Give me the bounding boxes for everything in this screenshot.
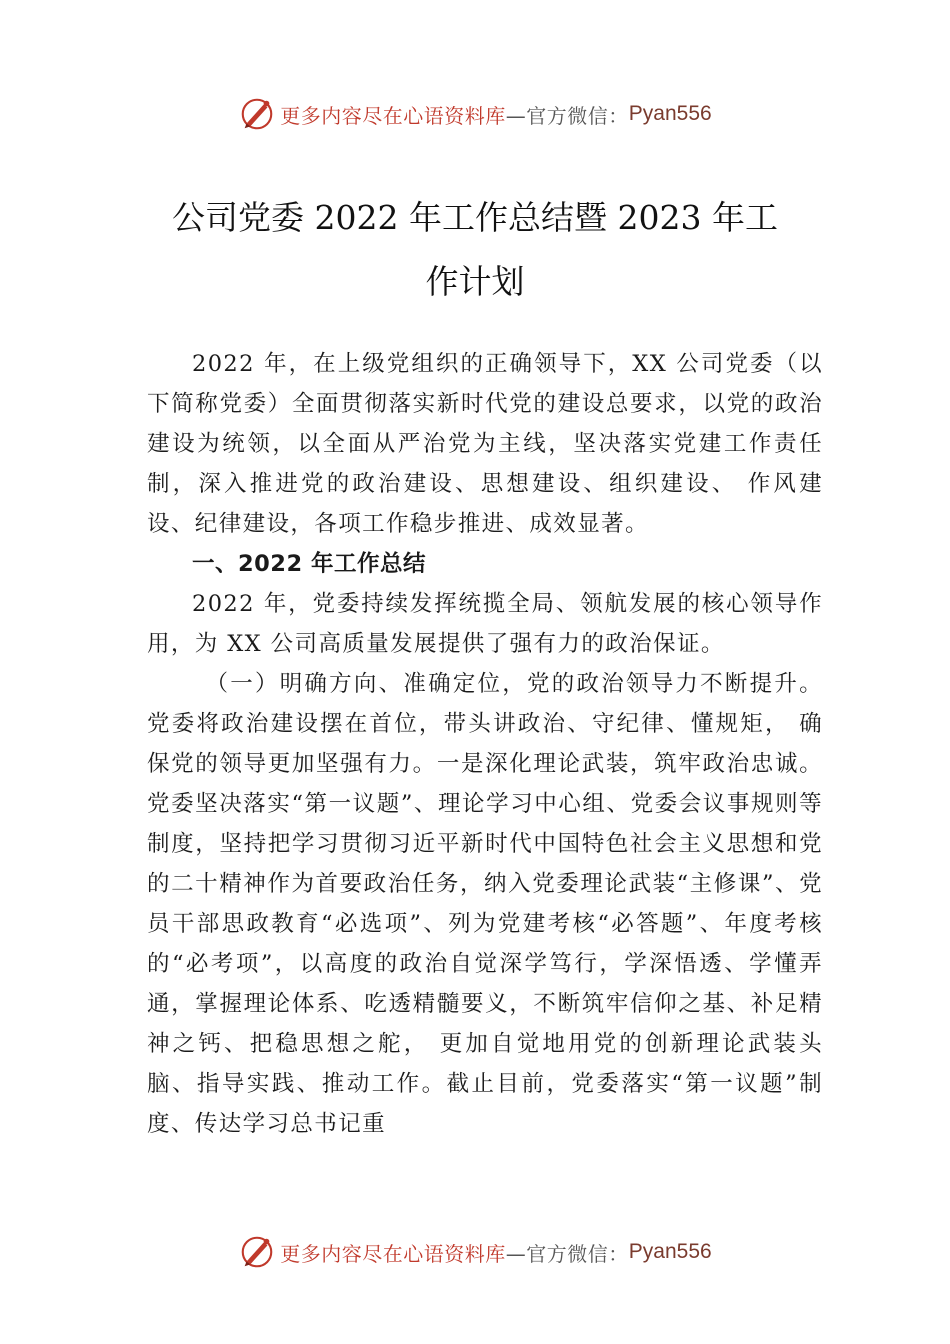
watermark-site-text: 更多内容尽在心语资料库 [280,103,506,128]
intro-paragraph: 2022 年，在上级党组织的正确领导下，XX 公司党委（以下简称党委）全面贯彻落实新时代党的建设总要求，以党的政治建设为统领，以全面从严治党为主线，坚决落实党建工作责任制，深入推进党的政治建设、思想建设、组织建设、 作风建设、纪律建设，各项工作稳步推进、成效显著。 [147,351,823,537]
title-line-1: 公司党委 2022 年工作总结暨 2023 年工 [172,198,778,237]
document-body [147,344,823,1144]
watermark-site-text: 更多内容尽在心语资料库 [280,1241,506,1266]
watermark-header [0,94,950,134]
pen-logo-icon [238,95,276,133]
section-paragraph: 2022 年，党委持续发挥统揽全局、领航发展的核心领导作用，为 XX 公司高质量发展提供了强有力的政治保证。 [147,591,823,657]
watermark-wechat-id: Pyan556 [628,102,712,125]
watermark-wechat-label: —官方微信： [505,103,629,128]
watermark-footer [0,1232,950,1272]
watermark-wechat-id: Pyan556 [628,1240,712,1263]
pen-logo-icon [238,1233,276,1271]
subsection-paragraph: （一）明确方向、准确定位，党的政治领导力不断提升。党委将政治建设摆在首位，带头讲政治、守纪律、懂规矩， 确保党的领导更加坚强有力。一是深化理论武装，筑牢政治忠诚。党委坚决落实“第一议题”、理论学习中心组、党委会议事规则等制度，坚持把学习贯彻习近平新时代中国特色社会主义思想和党的二十精神作为首要政治任务，纳入党委理论武装“主修课”、党员干部思政教育“必选项”、列为党建考核“必答题”、年度考核的“必考项”，以高度的政治自觉深学笃行，学深悟透、学懂弄通，掌握理论体系、吃透精髓要义，不断筑牢信仰之基、补足精神之钙、把稳思想之舵， 更加自觉地用党的创新理论武装头脑、指导实践、推动工作。截止目前，党委落实“第一议题”制度、传达学习总书记重 [147,671,823,1137]
section-heading: 一、2022 年工作总结 [192,551,426,577]
document-title [150,186,800,314]
title-line-2: 作计划 [425,262,525,301]
watermark-wechat-label: —官方微信： [505,1241,629,1266]
